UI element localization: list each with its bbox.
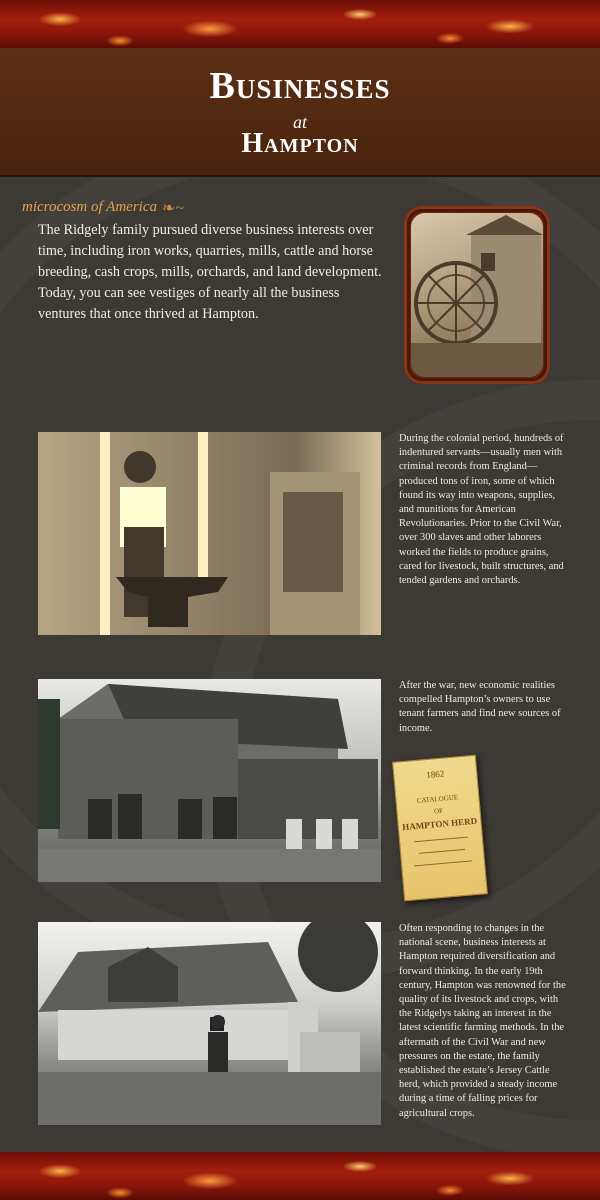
mill-photo-frame (404, 206, 550, 384)
flourish-icon: ❧~ (162, 200, 185, 217)
catalogue-name: HAMPTON HERD (401, 815, 478, 833)
page-title-at: at (292, 112, 307, 132)
catalogue-rule (414, 837, 468, 843)
barn-illustration (38, 679, 381, 882)
farm-building-photo (38, 922, 381, 1125)
mill-illustration (411, 213, 543, 377)
caption-after-war: After the war, new economic realities compelled Hampton’s owners to use tenant farmers and find new sources of income. (399, 680, 561, 734)
caption-colonial: During the colonial period, hundreds of indentured servants—usually men with criminal records from England—produced tons of iron, some of which found its way into weapons, supplies, and munitions for American Revolutionaries. Prior to the Civil War, over 300 slaves and other laborers worked the fields to produce grains, cared for livestock, built structures, and tended gardens and orchards. (399, 433, 564, 587)
caption-diversification: Often responding to changes in the national scene, business interests at Hampton required diversification and forward thinking. In the early 19th century, Hampton was renowned for the quality of its livestock and crops, with the Ridgelys taking an interest in the latest scientific farming methods. In the aftermath of the Civil War and new pressures on the estate, the family established the estate’s Jersey Cattle herd, which provided a steady income during a time of falling prices for agricultural crops. (399, 923, 566, 1119)
blacksmith-illustration (38, 432, 381, 635)
intro-text: The Ridgely family pursued diverse business interests over time, including iron works, quarries, mills, cattle and horse breeding, cash crops, mills, orchards, and land development. Today, you can see vestiges of nearly all the business ventures that once thrived at Hampton. (38, 222, 382, 322)
catalogue-title: CATALOGUE (416, 793, 459, 805)
hampton-herd-catalogue (392, 755, 488, 902)
catalogue-rule (419, 849, 465, 854)
page-subtitle: Hampton (241, 128, 359, 159)
mill-photo (411, 213, 543, 377)
page-title: Businesses (209, 65, 391, 107)
catalogue-of: OF (433, 806, 444, 816)
barn-photo (38, 679, 381, 882)
farm-building-illustration (38, 922, 381, 1125)
catalogue-year: 1862 (425, 768, 445, 780)
blacksmith-photo (38, 432, 381, 635)
lava-border-bottom (0, 1152, 600, 1200)
lava-border-top (0, 0, 600, 48)
catalogue-rule (414, 860, 472, 866)
intro-kicker: microcosm of America (22, 199, 157, 215)
